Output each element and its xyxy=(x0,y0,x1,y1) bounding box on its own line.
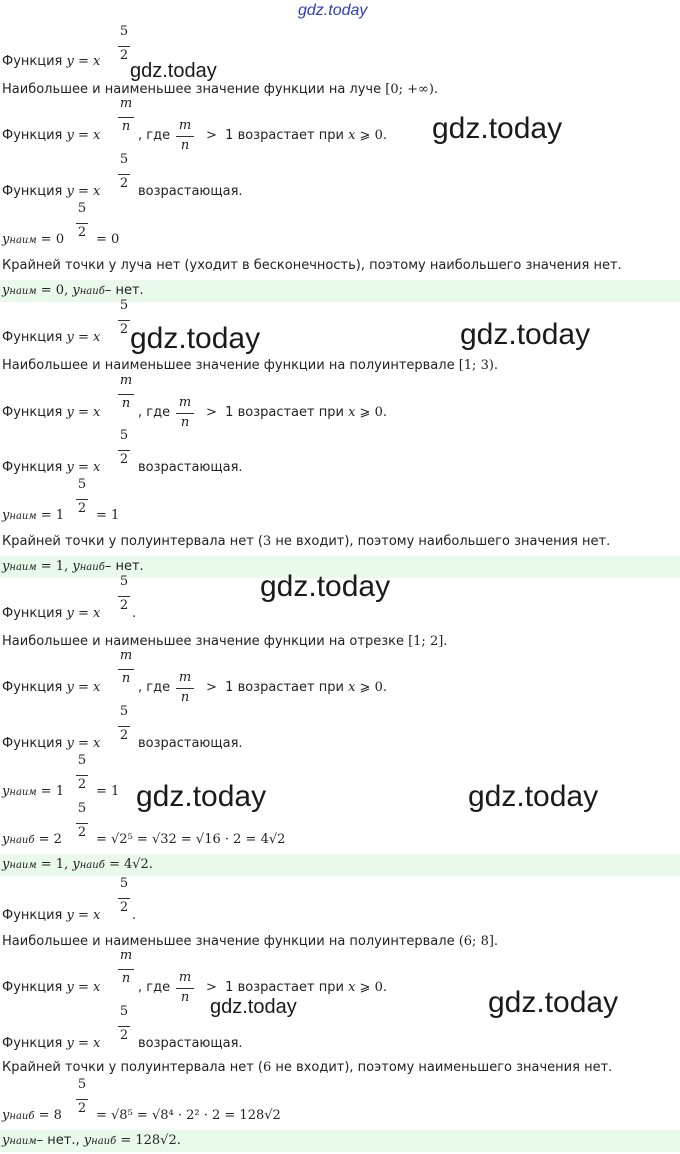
note-text: Крайней точки у полуинтервала нет (6 не входит), поэтому наименьшего значения нет. xyxy=(2,1060,613,1075)
fraction-denominator: n xyxy=(180,415,190,430)
exponent-denominator: 2 xyxy=(119,1028,129,1043)
fraction-bar xyxy=(118,394,134,395)
fraction-bar xyxy=(176,988,194,989)
function-line: Функция y = x xyxy=(2,460,101,475)
exponent-denominator: 2 xyxy=(119,48,129,63)
fraction-bar xyxy=(118,969,134,970)
watermark: gdz.today xyxy=(136,780,267,813)
min-value-result: = 0 xyxy=(96,232,120,247)
fraction-bar xyxy=(76,223,88,224)
watermark: gdz.today xyxy=(432,112,563,145)
function-line: Функция y = x xyxy=(2,980,101,995)
exponent-numerator: 5 xyxy=(119,704,129,719)
section-title: Наибольшее и наименьшее значение функции на полуинтервале [1; 3). xyxy=(2,358,499,373)
exponent-denominator: 2 xyxy=(119,322,129,337)
condition-text: > 1 возрастает при x ⩾ 0. xyxy=(206,405,387,420)
answer-line: yнаим = 0, yнаиб– нет. xyxy=(2,283,144,298)
section-title: Наибольшее и наименьшее значение функции на луче [0; +∞). xyxy=(2,82,439,97)
watermark: gdz.today xyxy=(210,996,297,1018)
watermark: gdz.today xyxy=(130,322,261,355)
function-line: Функция y = x xyxy=(2,184,101,199)
max-value-line: yнаиб = 2 xyxy=(2,832,62,847)
exponent-denominator: 2 xyxy=(77,225,87,240)
fraction-numerator: m xyxy=(178,970,192,985)
fraction-bar xyxy=(176,413,194,414)
watermark: gdz.today xyxy=(488,986,619,1019)
function-line: Функция y = x xyxy=(2,330,101,345)
fraction-bar xyxy=(118,320,130,321)
exponent-numerator: 5 xyxy=(77,801,87,816)
watermark: gdz.today xyxy=(460,318,591,351)
where-text: , где xyxy=(138,128,171,143)
function-line: Функция y = x xyxy=(2,680,101,695)
condition-text: > 1 возрастает при x ⩾ 0. xyxy=(206,980,387,995)
max-value-result: = √2⁵ = √32 = √16 · 2 = 4√2 xyxy=(96,832,286,847)
answer-line: yнаим = 1, yнаиб = 4√2. xyxy=(2,857,153,872)
watermark: gdz.today xyxy=(130,60,217,82)
where-text: , где xyxy=(138,680,171,695)
max-value-line: yнаиб = 8 xyxy=(2,1108,62,1123)
fraction-denominator: n xyxy=(180,990,190,1005)
exponent-denominator: 2 xyxy=(119,900,129,915)
exponent-numerator: 5 xyxy=(119,152,129,167)
exponent-denominator: 2 xyxy=(119,598,129,613)
exponent-numerator: m xyxy=(119,948,133,963)
fraction-bar xyxy=(118,669,134,670)
fraction-bar xyxy=(176,136,194,137)
condition-text: > 1 возрастает при x ⩾ 0. xyxy=(206,680,387,695)
fraction-bar xyxy=(118,596,130,597)
fraction-bar xyxy=(118,117,134,118)
condition-text: > 1 возрастает при x ⩾ 0. xyxy=(206,128,387,143)
fraction-numerator: m xyxy=(178,670,192,685)
increasing-text: возрастающая. xyxy=(138,184,243,199)
function-line: Функция y = x xyxy=(2,1036,101,1051)
answer-line: yнаим– нет., yнаиб = 128√2. xyxy=(2,1133,181,1148)
watermark: gdz.today xyxy=(468,780,599,813)
exponent-numerator: 5 xyxy=(119,1004,129,1019)
fraction-numerator: m xyxy=(178,118,192,133)
exponent-denominator: n xyxy=(121,671,131,686)
exponent-numerator: 5 xyxy=(119,428,129,443)
fraction-bar xyxy=(118,174,130,175)
fraction-bar xyxy=(118,898,130,899)
exponent-denominator: 2 xyxy=(119,728,129,743)
fraction-bar xyxy=(118,726,130,727)
fraction-denominator: n xyxy=(180,138,190,153)
exponent-numerator: 5 xyxy=(77,477,87,492)
exponent-denominator: 2 xyxy=(77,501,87,516)
watermark: gdz.today xyxy=(260,570,391,603)
fraction-bar xyxy=(76,823,88,824)
exponent-denominator: 2 xyxy=(119,452,129,467)
fraction-denominator: n xyxy=(180,690,190,705)
increasing-text: возрастающая. xyxy=(138,1036,243,1051)
fraction-bar xyxy=(76,1099,88,1100)
function-line: Функция y = x xyxy=(2,736,101,751)
exponent-numerator: 5 xyxy=(119,298,129,313)
exponent-numerator: 5 xyxy=(119,24,129,39)
max-value-result: = √8⁵ = √8⁴ · 2² · 2 = 128√2 xyxy=(96,1108,281,1123)
exponent-denominator: n xyxy=(121,396,131,411)
fraction-bar xyxy=(76,499,88,500)
fraction-bar xyxy=(118,1026,130,1027)
exponent-numerator: 5 xyxy=(77,201,87,216)
increasing-text: возрастающая. xyxy=(138,736,243,751)
note-text: Крайней точки у луча нет (уходит в бесконечность), поэтому наибольшего значения нет. xyxy=(2,258,622,273)
exponent-denominator: 2 xyxy=(77,777,87,792)
exponent-numerator: 5 xyxy=(77,1077,87,1092)
fraction-bar xyxy=(176,688,194,689)
exponent-denominator: 2 xyxy=(77,825,87,840)
exponent-denominator: n xyxy=(121,971,131,986)
fraction-bar xyxy=(118,46,130,47)
exponent-numerator: m xyxy=(119,96,133,111)
where-text: , где xyxy=(138,405,171,420)
section-title: Наибольшее и наименьшее значение функции на отрезке [1; 2]. xyxy=(2,634,448,649)
exponent-numerator: m xyxy=(119,648,133,663)
where-text: , где xyxy=(138,980,171,995)
fraction-bar xyxy=(76,775,88,776)
function-line: Функция y = x xyxy=(2,405,101,420)
min-value-line: yнаим = 0 xyxy=(2,232,65,247)
exponent-denominator: n xyxy=(121,119,131,134)
fraction-bar xyxy=(118,450,130,451)
period: . xyxy=(132,908,137,923)
exponent-numerator: 5 xyxy=(77,753,87,768)
min-value-line: yнаим = 1 xyxy=(2,508,65,523)
function-line: Функция y = x xyxy=(2,908,101,923)
min-value-result: = 1 xyxy=(96,784,120,799)
increasing-text: возрастающая. xyxy=(138,460,243,475)
min-value-result: = 1 xyxy=(96,508,120,523)
period: . xyxy=(132,606,137,621)
section-title: Наибольшее и наименьшее значение функции на полуинтервале (6; 8]. xyxy=(2,934,499,949)
exponent-numerator: m xyxy=(119,373,133,388)
function-line: Функция y = x xyxy=(2,128,101,143)
exponent-numerator: 5 xyxy=(119,574,129,589)
watermark-top: gdz.today xyxy=(298,2,368,19)
min-value-line: yнаим = 1 xyxy=(2,784,65,799)
exponent-denominator: 2 xyxy=(77,1101,87,1116)
exponent-numerator: 5 xyxy=(119,876,129,891)
answer-line: yнаим = 1, yнаиб– нет. xyxy=(2,559,144,574)
note-text: Крайней точки у полуинтервала нет (3 не входит), поэтому наибольшего значения нет. xyxy=(2,534,611,549)
exponent-denominator: 2 xyxy=(119,176,129,191)
function-line: Функция y = x xyxy=(2,606,101,621)
fraction-numerator: m xyxy=(178,395,192,410)
function-line: Функция y = x xyxy=(2,54,101,69)
